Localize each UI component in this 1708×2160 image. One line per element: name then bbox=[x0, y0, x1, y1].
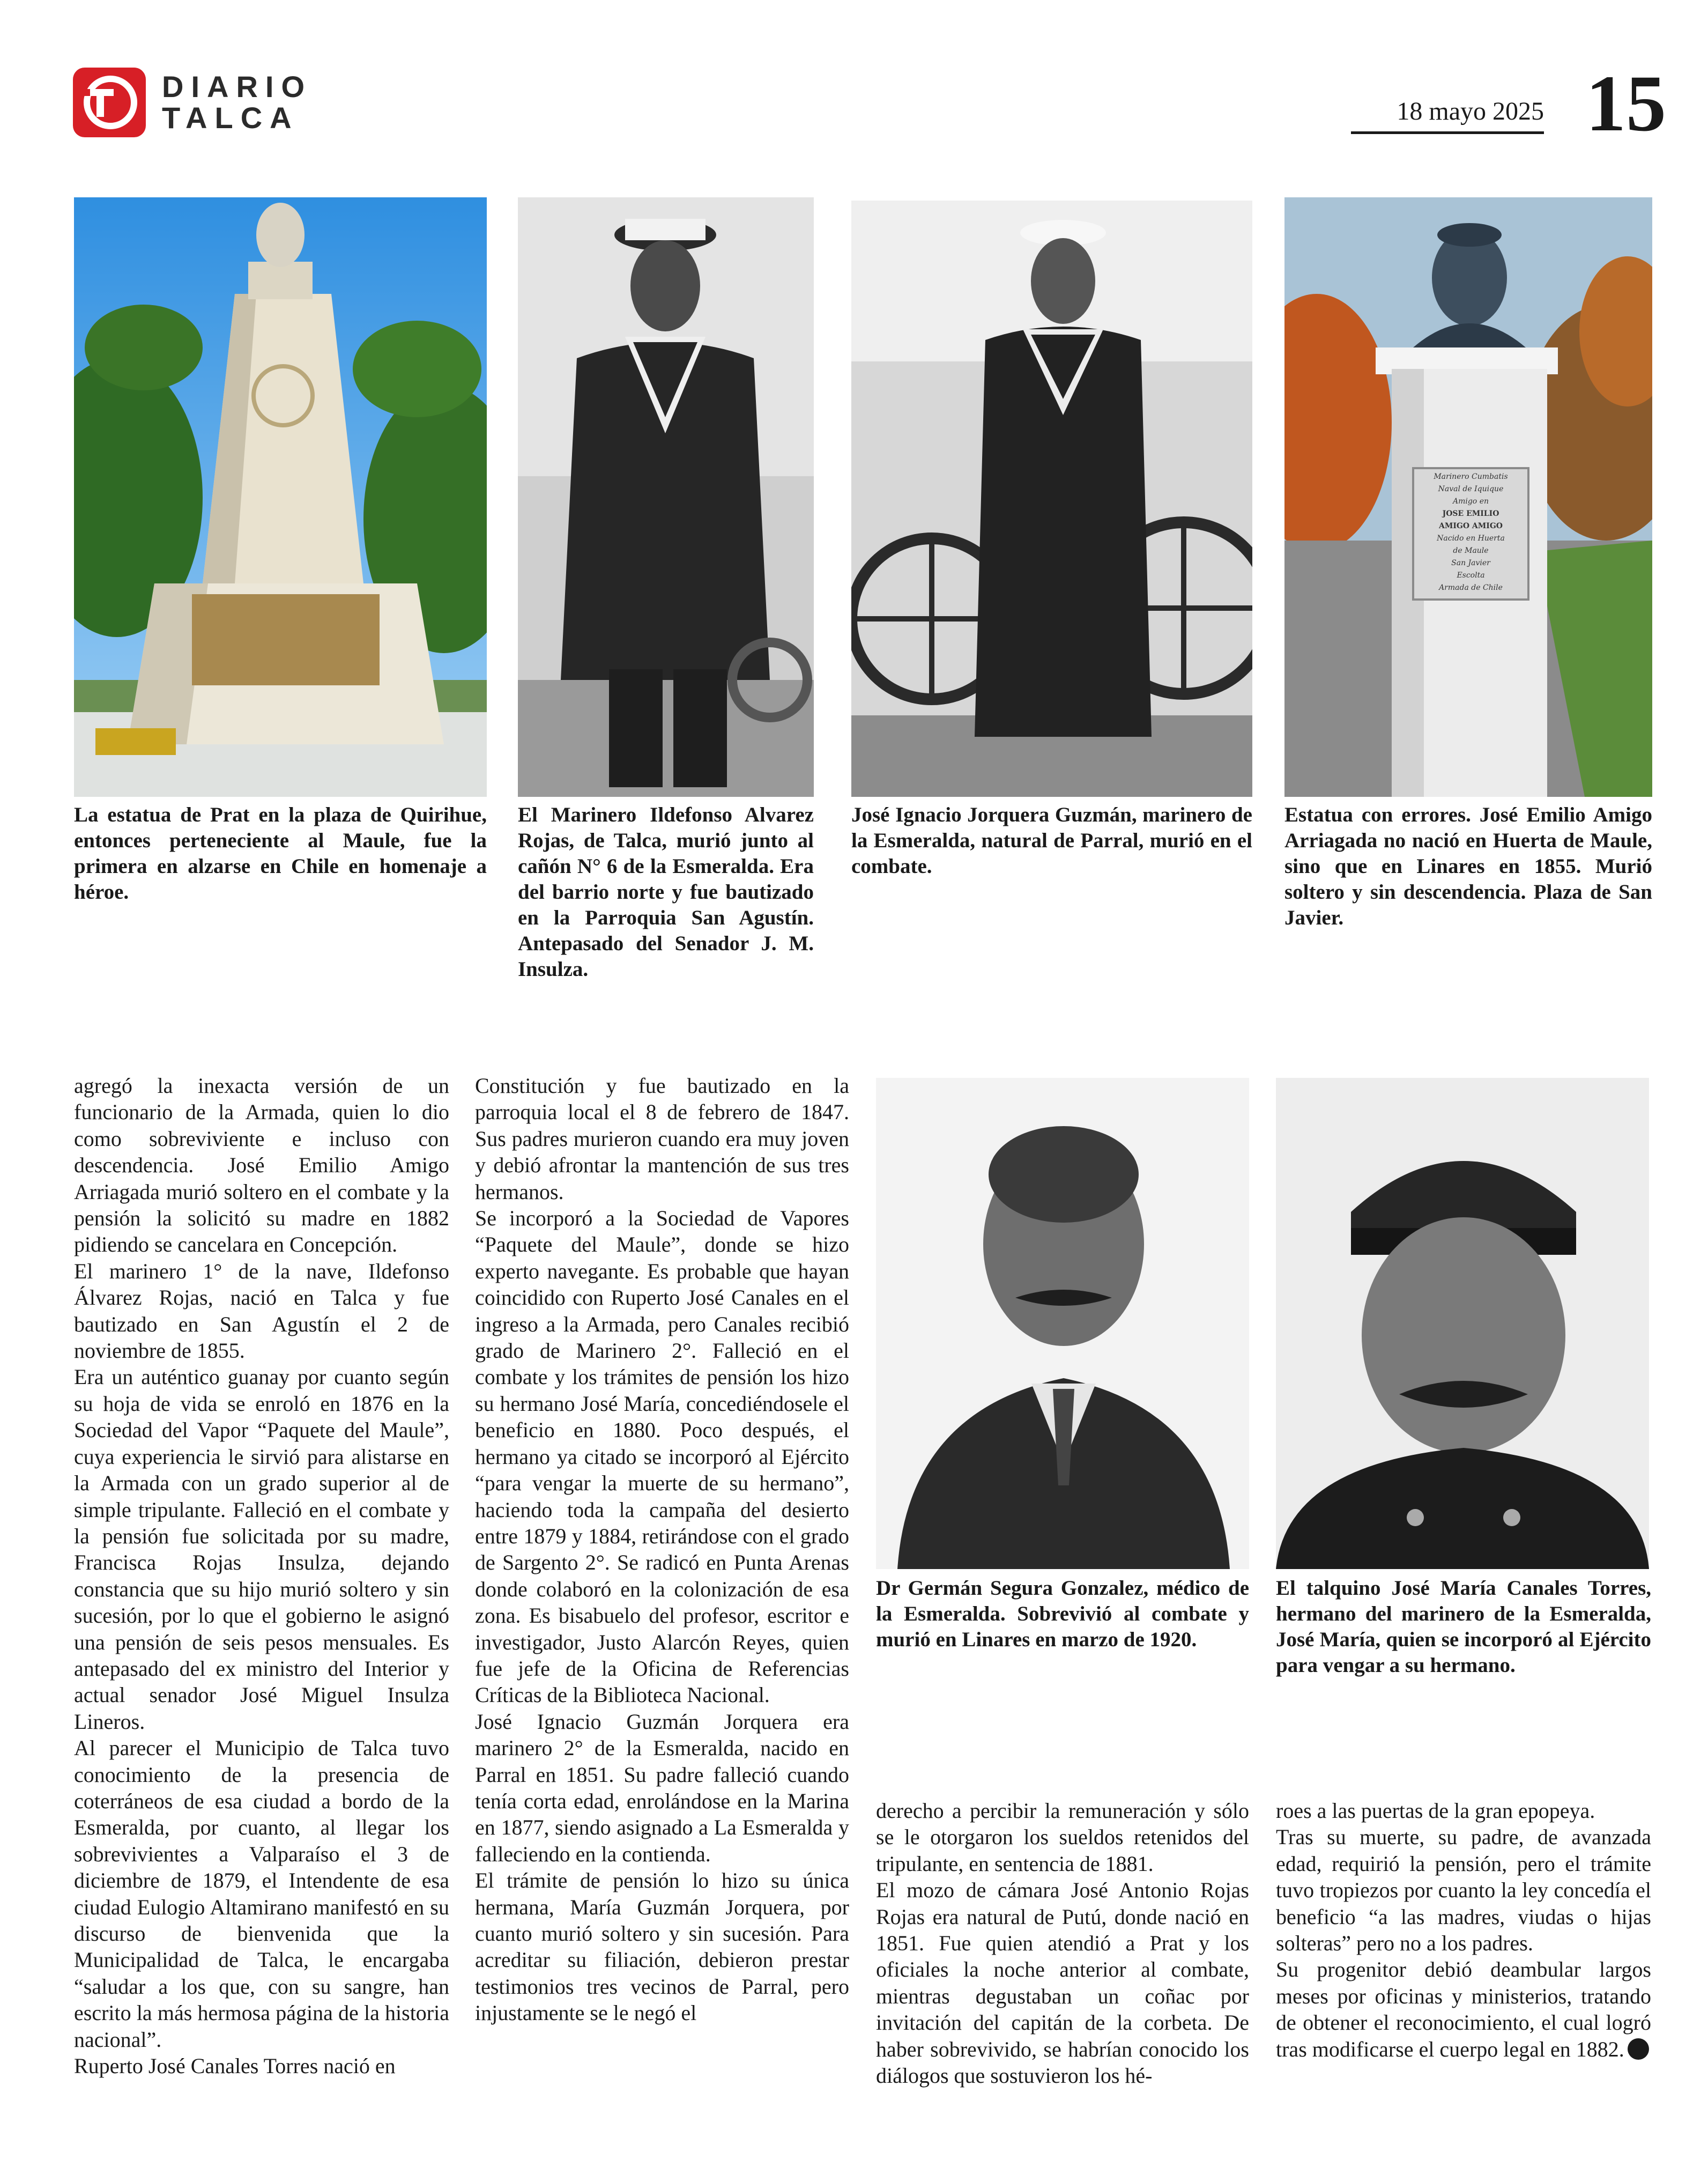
caption-jose-ignacio-jorquera: José Ignacio Jorquera Guzmán, marinero de la Esmeralda, natural de Parral, murió en el combate. bbox=[851, 803, 1252, 878]
article-paragraph: roes a las puertas de la gran epopeya. bbox=[1276, 1799, 1595, 1823]
plaque-line: AMIGO AMIGO bbox=[1439, 522, 1503, 530]
statue-plaque bbox=[1414, 471, 1527, 597]
article-paragraph bbox=[1276, 1956, 1651, 2062]
caption-jose-maria-canales: El talquino José María Canales Torres, hermano del marinero de la Esmeralda, José María, quien se incorporó al Ejército para vengar a su hermano. bbox=[1276, 1577, 1651, 1677]
end-of-article-icon bbox=[1628, 2038, 1649, 2060]
caption-ildefonso-alvarez: El Marinero Ildefonso Alvarez Rojas, de Talca, murió junto al cañón N° 6 de la Esmeralda. Era del barrio norte y fue bautizado en la Parroquia San Agustín. Antepasado del Senador J. M. Insulza. bbox=[518, 803, 814, 981]
plaque-line: JOSE EMILIO bbox=[1442, 509, 1499, 518]
caption-german-segura: Dr Germán Segura Gonzalez, médico de la Esmeralda. Sobrevivió al combate y murió en Linares en marzo de 1920. bbox=[876, 1577, 1249, 1651]
article-column-2 bbox=[475, 1072, 849, 2124]
plaque-line: San Javier bbox=[1451, 559, 1490, 567]
article-paragraph: El mozo de cámara José Antonio Rojas Rojas era natural de Putú, donde nació en 1851. Fue quien atendió a Prat y los oficiales la noche anterior al combate, mientras degustaban un coñac por invitación del capitán de la corbeta. De haber sobrevivido, se habrían conocido los diálogos que sostuvieron los hé- bbox=[876, 1878, 1249, 2088]
article-column-1 bbox=[74, 1072, 449, 2124]
article-paragraph: derecho a percibir la remuneración y sólo se le otorgaron los sueldos retenidos del tripulante, en sentencia de 1881. bbox=[876, 1799, 1249, 1876]
article-column-4 bbox=[1276, 1797, 1651, 2125]
photo-ildefonso-alvarez bbox=[518, 197, 814, 797]
plaque-line: Naval de Iquique bbox=[1438, 485, 1504, 493]
photo-german-segura bbox=[876, 1078, 1249, 1569]
article-paragraph: Tras su muerte, su padre, de avanzada edad, requirió la pensión, pero el trámite tuvo tropiezos por cuanto la ley concedía el beneficio “a las madres, viudas o hijas solteras” pero no a los padres. bbox=[1276, 1825, 1651, 1956]
article-paragraph: Al parecer el Municipio de Talca tuvo conocimiento de la presencia de coterráneos de esa ciudad a bordo de la Esmeralda, por cuanto, al llegar los sobrevivientes a Valparaíso el 3 de diciembre de 1879, el Intendente de esa ciudad Eulogio Altamirano manifestó en su discurso de bienvenida que la Municipalidad de Talca, le encargaba “saludar a los que, con su sangre, han escrito la más hermosa página de la historia nacional”. bbox=[74, 1736, 449, 2052]
article-paragraph: El trámite de pensión lo hizo su única hermana, María Guzmán Jorquera, por cuanto murió soltero y sin sucesión. Para acreditar su filiación, debieron prestar testimonios tres vecinos de Parral, pero injustamente se le negó el bbox=[475, 1868, 849, 2025]
photo-jose-ignacio-jorquera bbox=[851, 201, 1252, 797]
article-final-sentence: Su progenitor debió deambular largos meses por oficinas y ministerios, tratando de obtener el reconocimiento, el cual logró tras modificarse el cuerpo legal en 1882. bbox=[1276, 1957, 1651, 2061]
plaque-line: Escolta bbox=[1457, 571, 1485, 580]
newspaper-logo bbox=[73, 68, 312, 137]
article-paragraph: Se incorporó a la Sociedad de Vapores “Paquete del Maule”, donde se hizo experto navegante. Es probable que hayan coincidido con Ruperto José Canales en el ingreso a la Armada, pero Canales recibió grado de Marinero 2°. Falleció en el combate y los trámites de pensión los hizo su hermano José María, concediéndosele el beneficio en 1880. Poco después, el hermano ya citado se incorporó al Ejército “para vengar la muerte de su hermano”, haciendo toda la campaña del desierto entre 1879 y 1884, retirándose con el grado de Sargento 2°. Se radicó en Punta Arenas donde colaboró en la colonización de esa zona. Es bisabuelo del profesor, escritor e investigador, Justo Alarcón Reyes, quien fue jefe de la Oficina de Referencias Críticas de la Biblioteca Nacional. bbox=[475, 1206, 849, 1707]
page-number: 15 bbox=[1586, 59, 1666, 148]
logo-line-talca: TALCA bbox=[162, 101, 299, 135]
article-paragraph: El marinero 1° de la nave, Ildefonso Álvarez Rojas, nació en Talca y fue bautizado en San Agustín el 2 de noviembre de 1855. bbox=[74, 1259, 449, 1363]
caption-prat-statue: La estatua de Prat en la plaza de Quirihue, entonces perteneciente al Maule, fue la primera en alzarse en Chile en homenaje a héroe. bbox=[74, 803, 487, 904]
photo-jose-maria-canales bbox=[1276, 1078, 1649, 1569]
photo-prat-statue bbox=[74, 197, 487, 797]
issue-date: 18 mayo 2025 bbox=[1351, 97, 1544, 134]
plaque-line: Armada de Chile bbox=[1439, 583, 1503, 592]
plaque-line: de Maule bbox=[1453, 546, 1489, 555]
plaque-line: Nacido en Huerta bbox=[1437, 534, 1505, 543]
caption-jose-emilio-amigo: Estatua con errores. José Emilio Amigo Arriagada no nació en Huerta de Maule, sino que en Linares en 1855. Murió soltero y sin descendencia. Plaza de San Javier. bbox=[1284, 803, 1652, 929]
article-paragraph: Constitución y fue bautizado en la parroquia local el 8 de febrero de 1847. Sus padres murieron cuando era muy joven y debió afrontar la mantención de sus tres hermanos. bbox=[475, 1074, 849, 1204]
logo-wordmark bbox=[162, 71, 312, 134]
logo-d-icon bbox=[73, 68, 146, 137]
article-paragraph: José Ignacio Guzmán Jorquera era marinero 2° de la Esmeralda, nacido en Parral en 1851. Su padre falleció cuando tenía corta edad, enrolándose en la Marina en 1877, siendo asignado a La Esmeralda y falleciendo en la contienda. bbox=[475, 1709, 849, 1866]
article-paragraph: agregó la inexacta versión de un funcionario de la Armada, quien lo dio como sobreviviente e incluso con descendencia. José Emilio Amigo Arriagada murió soltero en el combate y la pensión la solicitó su madre en 1882 pidiendo se cancelara en Concepción. bbox=[74, 1074, 449, 1257]
photo-jose-emilio-amigo-statue bbox=[1284, 197, 1652, 797]
article-column-3 bbox=[876, 1797, 1249, 2125]
article-paragraph: Era un auténtico guanay por cuanto según su hoja de vida se enroló en 1876 en la Sociedad del Vapor “Paquete del Maule”, cuya experiencia le sirvió para alistarse en la Armada con un grado superior al de simple tripulante. Falleció en el combate y la pensión fue solicitada por su madre, Francisca Rojas Insulza, dejando constancia que su hijo murió soltero y sin sucesión, por lo que el gobierno le asignó una pensión de seis pesos mensuales. Es antepasado del ex ministro del Interior y actual senador José Miguel Insulza Lineros. bbox=[74, 1365, 449, 1734]
plaque-line: Marinero Cumbatis bbox=[1434, 472, 1508, 481]
plaque-line: Amigo en bbox=[1452, 497, 1489, 506]
logo-line-diario: DIARIO bbox=[162, 70, 312, 103]
article-paragraph: Ruperto José Canales Torres nació en bbox=[74, 2054, 396, 2078]
